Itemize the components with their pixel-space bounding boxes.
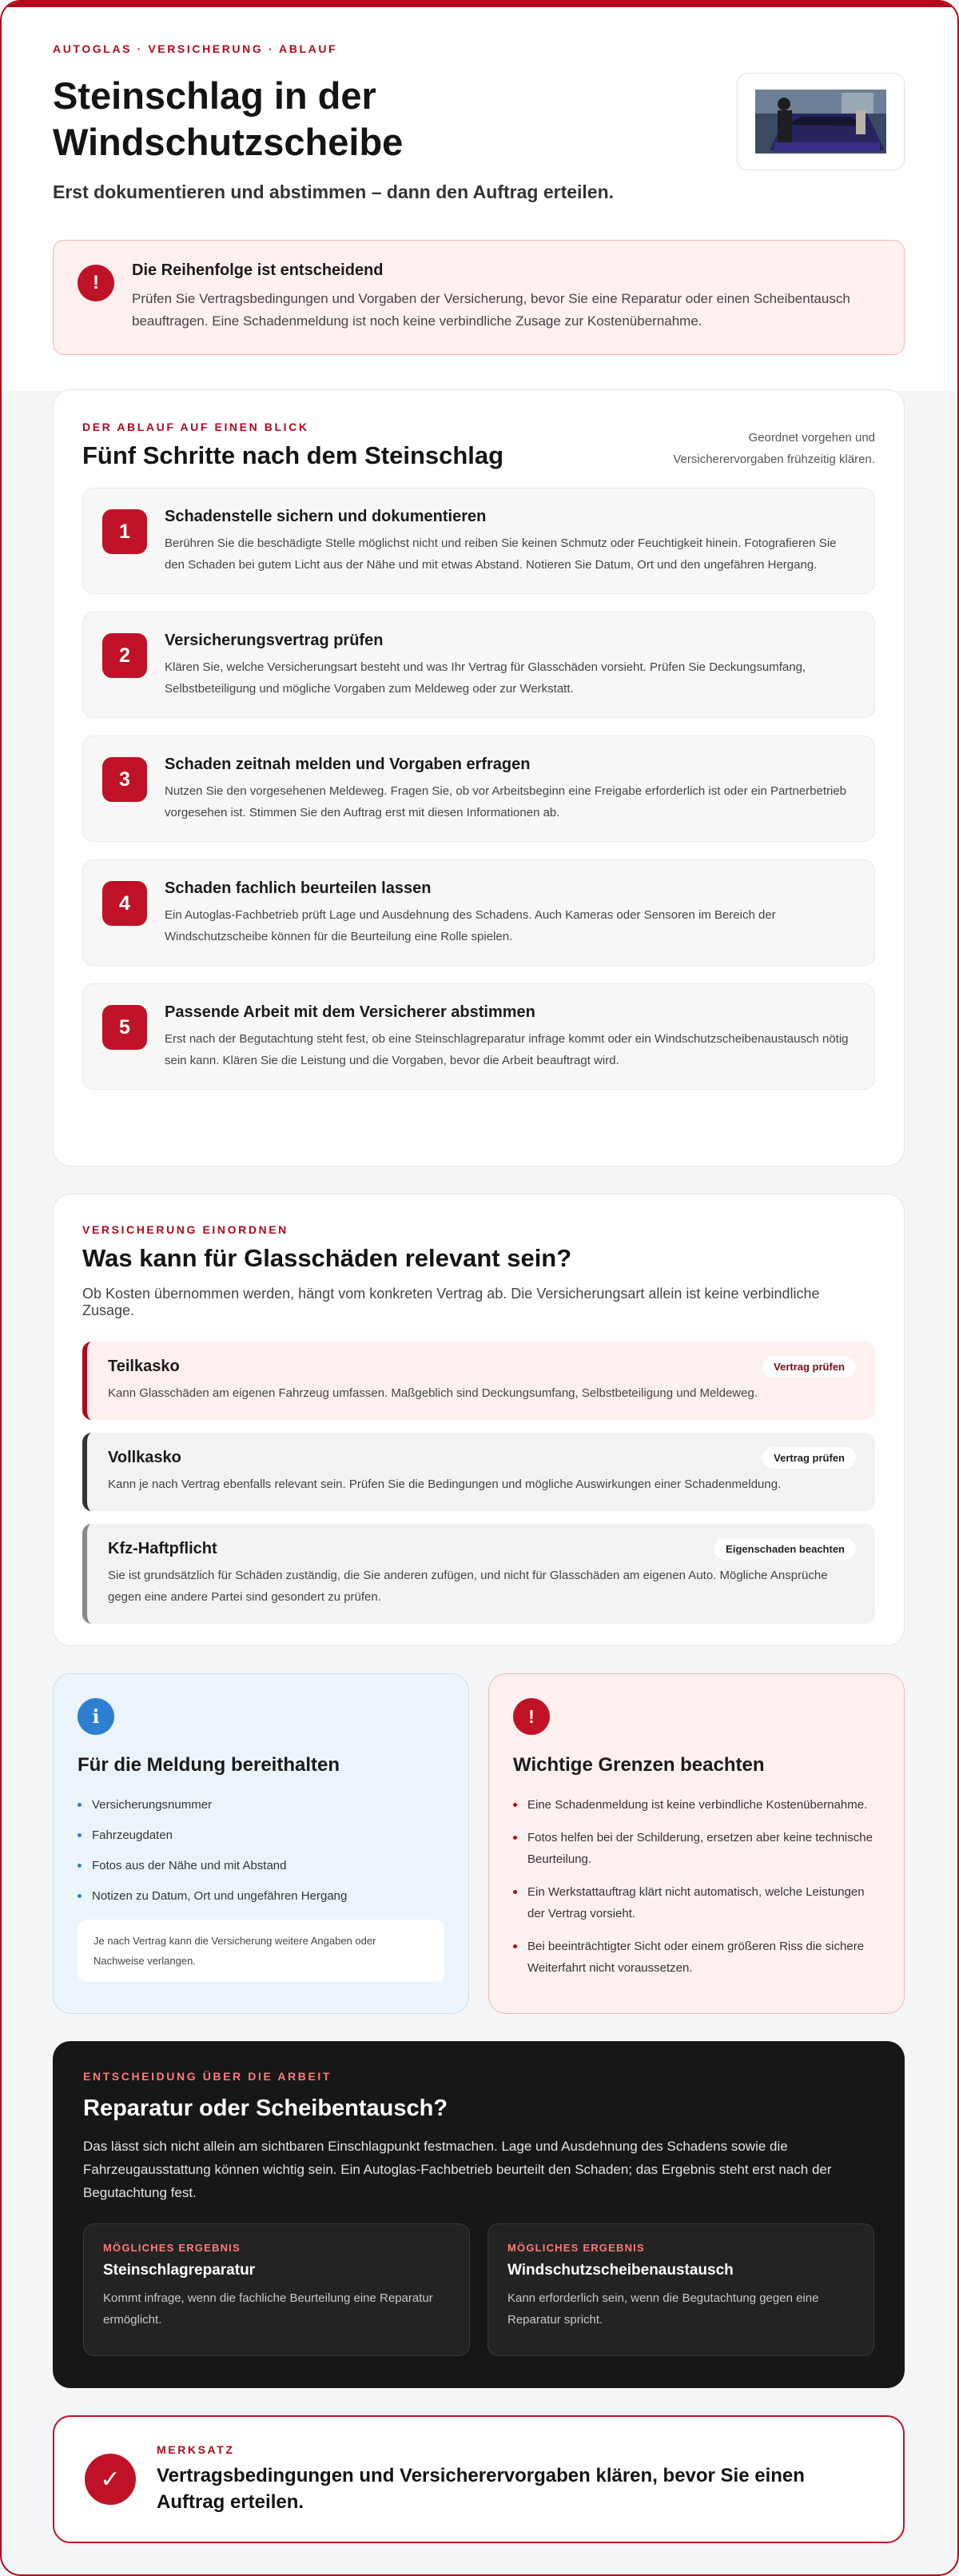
step-title: Passende Arbeit mit dem Versicherer abstimmen [165, 1003, 535, 1021]
outcome-title: Steinschlagreparatur [103, 2262, 256, 2279]
checkmark-icon: ✓ [85, 2454, 136, 2505]
step-number-badge: 5 [102, 1005, 147, 1050]
insurance-intro: Ob Kosten übernommen werden, hängt vom konkreten Vertrag ab. Die Versicherungsart allein ist keine verbindliche Zusage. [82, 1286, 820, 1318]
report-list [78, 1794, 444, 1907]
step-text: Klären Sie, welche Versicherungsart besteht und was Ihr Vertrag für Glasschäden vorsieht. Prüfen Sie Deckungsumfang, Selbstbeteiligung und mögliche Vorgaben zum Meldeweg oder zur Werkstatt. [165, 660, 806, 696]
step-number-badge: 3 [102, 757, 147, 802]
steps-note [673, 427, 875, 470]
insurance-type-item [82, 1342, 875, 1420]
insurance-type-text: Kann je nach Vertrag ebenfalls relevant sein. Prüfen Sie die Bedingungen und mögliche Auswirkungen einer Schadenmeldung. [108, 1477, 782, 1491]
report-title: Für die Meldung bereithalten [78, 1754, 340, 1776]
limits-title: Wichtige Grenzen beachten [513, 1754, 765, 1776]
step-text: Berühren Sie die beschädigte Stelle möglichst nicht und reiben Sie keinen Schmutz oder Feuchtigkeit hinein. Fotografieren Sie den Schaden bei gutem Licht aus der Nähe und mit etwas Abstand. Notieren Sie Datum, Ort und den ungefähren Hergang. [165, 536, 837, 572]
callout-title: Die Reihenfolge ist entscheidend [132, 261, 384, 279]
callout-text: Prüfen Sie Vertragsbedingungen und Vorgaben der Versicherung, bevor Sie eine Reparatur oder einen Scheibentausch beauftragen. Eine Schadenmeldung ist noch keine verbindliche Zusage zur Kostenübernahme. [132, 291, 850, 329]
list-item: Eine Schadenmeldung ist keine verbindliche Kostenübernahme. [513, 1794, 880, 1816]
list-item: Fotos aus der Nähe und mit Abstand [78, 1855, 444, 1876]
top-accent-bar [2, 2, 957, 7]
steps-title: Fünf Schritte nach dem Steinschlag [82, 441, 504, 469]
decision-title: Reparatur oder Scheibentausch? [83, 2095, 448, 2121]
insurance-type-item [82, 1433, 875, 1511]
decision-panel [53, 2041, 905, 2388]
report-note: Je nach Vertrag kann die Versicherung weitere Angaben oder Nachweise verlangen. [78, 1920, 444, 1982]
outcome-text: Kommt infrage, wenn die fachliche Beurteilung eine Reparatur ermöglicht. [103, 2291, 433, 2327]
hero-eyebrow: AUTOGLAS · VERSICHERUNG · ABLAUF [53, 42, 338, 55]
list-item: Fahrzeugdaten [78, 1824, 444, 1846]
insurance-type-name: Kfz-Haftpflicht [108, 1540, 217, 1557]
decision-text: Das lässt sich nicht allein am sichtbaren Einschlagpunkt festmachen. Lage und Ausdehnung des Schadens sowie die Fahrzeugausstattung können wichtig sein. Ein Autoglas-Fachbetrieb beurteilt den Schaden; das Ergebnis steht erst nach der Begutachtung fest. [83, 2139, 832, 2200]
info-columns [53, 1673, 905, 2014]
insurance-badge: Eigenschaden beachten [714, 1538, 856, 1560]
steps-eyebrow: DER ABLAUF AUF EINEN BLICK [82, 421, 309, 433]
step-number-badge: 2 [102, 633, 147, 678]
insurance-card [53, 1194, 905, 1646]
step-title: Schaden zeitnah melden und Vorgaben erfragen [165, 756, 531, 773]
exclamation-icon: ! [513, 1698, 550, 1735]
outcome-label: MÖGLICHES ERGEBNIS [103, 2242, 241, 2254]
report-checklist-card [53, 1673, 469, 2014]
exclamation-icon: ! [78, 265, 114, 301]
step-number-badge: 1 [102, 509, 147, 554]
step-item [82, 488, 875, 594]
page-title: Steinschlag in der Windschutzscheibe [53, 74, 404, 163]
step-number-badge: 4 [102, 881, 147, 926]
step-item [82, 983, 875, 1090]
insurance-type-text: Kann Glasschäden am eigenen Fahrzeug umfassen. Maßgeblich sind Deckungsumfang, Selbstbeteiligung und Meldeweg. [108, 1386, 758, 1400]
insurance-type-name: Teilkasko [108, 1358, 180, 1375]
step-item [82, 736, 875, 842]
step-item [82, 612, 875, 718]
step-text: Ein Autoglas-Fachbetrieb prüft Lage und Ausdehnung des Schadens. Auch Kameras oder Sensoren im Bereich der Windschutzscheibe können für die Beurteilung eine Rolle spielen. [165, 908, 776, 943]
takeaway-text: Vertragsbedingungen und Versicherervorgaben klären, bevor Sie einen Auftrag erteilen. [157, 2465, 805, 2513]
page-subtitle: Erst dokumentieren und abstimmen – dann den Auftrag erteilen. [53, 181, 615, 202]
insurance-badge: Vertrag prüfen [762, 1356, 856, 1378]
step-item [82, 859, 875, 966]
order-warning-callout [53, 240, 905, 355]
step-title: Schaden fachlich beurteilen lassen [165, 879, 432, 897]
steps-note-line: Versicherervorgaben frühzeitig klären. [673, 453, 875, 466]
windshield-photo-thumbnail [737, 73, 905, 170]
insurance-badge: Vertrag prüfen [762, 1447, 856, 1469]
outcome-option [83, 2223, 470, 2356]
list-item: Notizen zu Datum, Ort und ungefähren Hergang [78, 1885, 444, 1907]
outcome-text: Kann erforderlich sein, wenn die Begutachtung gegen eine Reparatur spricht. [507, 2291, 819, 2327]
limits-card [488, 1673, 905, 2014]
step-text: Nutzen Sie den vorgesehenen Meldeweg. Fragen Sie, ob vor Arbeitsbeginn eine Freigabe erforderlich ist oder ein Partnerbetrieb vorgesehen ist. Stimmen Sie den Auftrag erst mit diesen Informationen ab. [165, 784, 847, 819]
list-item: Fotos helfen bei der Schilderung, ersetzen aber keine technische Beurteilung. [513, 1827, 880, 1870]
list-item: Bei beeinträchtigter Sicht oder einem größeren Riss die sichere Weiterfahrt nicht voraussetzen. [513, 1936, 880, 1979]
list-item: Versicherungsnummer [78, 1794, 444, 1816]
step-title: Versicherungsvertrag prüfen [165, 632, 384, 649]
insurance-type-text: Sie ist grundsätzlich für Schäden zuständig, die Sie anderen zufügen, und nicht für Glasschäden am eigenen Auto. Mögliche Ansprüche gegen eine andere Partei sind gesondert zu prüfen. [108, 1569, 828, 1604]
step-title: Schadenstelle sichern und dokumentieren [165, 508, 487, 525]
outcome-title: Windschutzscheibenaustausch [507, 2262, 734, 2279]
insurance-title: Was kann für Glasschäden relevant sein? [82, 1244, 572, 1272]
windshield-photo-image [755, 90, 886, 154]
info-icon: i [78, 1698, 114, 1735]
decision-eyebrow: ENTSCHEIDUNG ÜBER DIE ARBEIT [83, 2070, 332, 2083]
key-takeaway-box [53, 2415, 905, 2543]
insurance-type-name: Vollkasko [108, 1449, 181, 1466]
step-text: Erst nach der Begutachtung steht fest, ob eine Steinschlagreparatur infrage kommt oder ein Windschutzscheibenaustausch nötig sein kann. Klären Sie die Leistung und die Vorgaben, bevor die Arbeit beauftragt wird. [165, 1032, 849, 1067]
outcome-label: MÖGLICHES ERGEBNIS [507, 2242, 645, 2254]
outcome-option [487, 2223, 874, 2356]
list-item: Ein Werkstattauftrag klärt nicht automatisch, welche Leistungen der Vertrag vorsieht. [513, 1881, 880, 1924]
limits-list [513, 1794, 880, 1979]
takeaway-eyebrow: MERKSATZ [157, 2443, 235, 2456]
insurance-type-item [82, 1524, 875, 1624]
hero-section [2, 7, 957, 391]
steps-note-line: Geordnet vorgehen und [748, 431, 875, 445]
insurance-eyebrow: VERSICHERUNG EINORDNEN [82, 1223, 288, 1236]
steps-card [53, 389, 905, 1166]
